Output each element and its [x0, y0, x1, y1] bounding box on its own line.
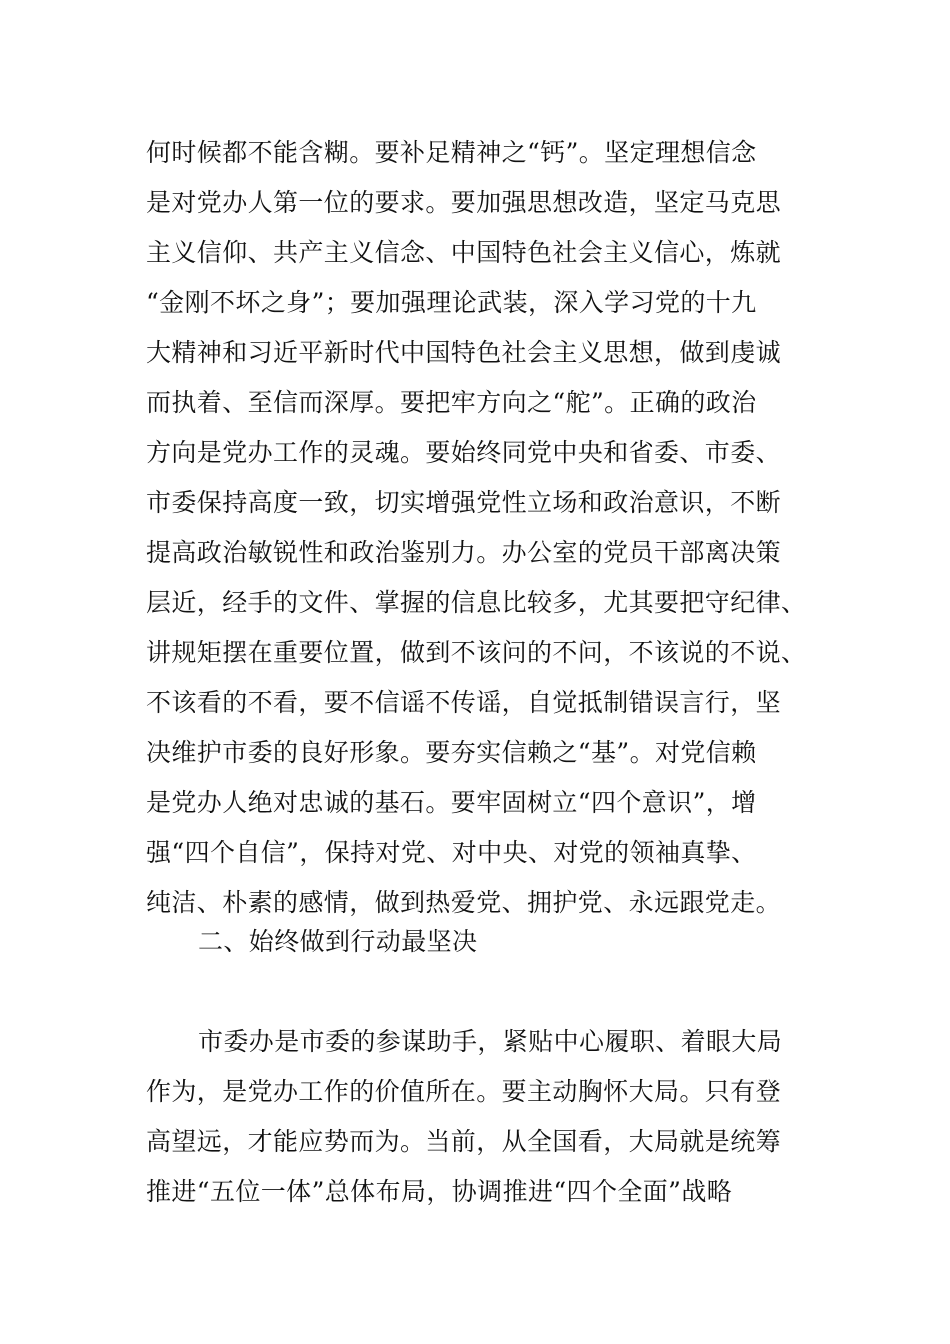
paragraph-line: 市委保持高度一致，切实增强党性立场和政治意识，不断	[146, 488, 782, 517]
paragraph-line: 讲规矩摆在重要位置，做到不该问的不问，不该说的不说、	[146, 638, 807, 667]
paragraph-line: 市委办是市委的参谋助手，紧贴中心履职、着眼大局	[198, 1027, 783, 1056]
paragraph-line: 不该看的不看，要不信谣不传谣，自觉抵制错误言行，坚	[146, 688, 782, 717]
paragraph-line: 大精神和习近平新时代中国特色社会主义思想，做到虔诚	[146, 338, 782, 367]
paragraph-new	[146, 1017, 806, 1217]
paragraph-line: 纯洁、朴素的感情，做到热爱党、拥护党、永远跟党走。	[146, 888, 782, 917]
paragraph-line: 推进“五位一体”总体布局，协调推进“四个全面”战略	[146, 1177, 733, 1206]
paragraph-line: 是党办人绝对忠诚的基石。要牢固树立“四个意识”，增	[146, 788, 757, 817]
paragraph-line: 提高政治敏锐性和政治鉴别力。办公室的党员干部离决策	[146, 538, 782, 567]
section-heading-block	[146, 917, 806, 967]
section-heading: 二、始终做到行动最坚决	[198, 927, 478, 956]
paragraph-line: 强“四个自信”，保持对党、对中央、对党的领袖真挚、	[146, 838, 757, 867]
paragraph-line: 而执着、至信而深厚。要把牢方向之“舵”。正确的政治	[146, 388, 757, 417]
paragraph-line: 层近，经手的文件、掌握的信息比较多，尤其要把守纪律、	[146, 588, 807, 617]
paragraph-line: 决维护市委的良好形象。要夯实信赖之“基”。对党信赖	[146, 738, 757, 767]
paragraph-line: 主义信仰、共产主义信念、中国特色社会主义信心，炼就	[146, 238, 782, 267]
paragraph-line: 何时候都不能含糊。要补足精神之“钙”。坚定理想信念	[146, 138, 757, 167]
paragraph-line: “金刚不坏之身”；要加强理论武装，深入学习党的十九	[146, 288, 757, 317]
paragraph-line: 作为，是党办工作的价值所在。要主动胸怀大局。只有登	[146, 1077, 782, 1106]
paragraph-line: 是对党办人第一位的要求。要加强思想改造，坚定马克思	[146, 188, 782, 217]
paragraph-line: 高望远，才能应势而为。当前，从全国看，大局就是统筹	[146, 1127, 782, 1156]
paragraph-line: 方向是党办工作的灵魂。要始终同党中央和省委、市委、	[146, 438, 782, 467]
paragraph-continued	[146, 128, 806, 928]
